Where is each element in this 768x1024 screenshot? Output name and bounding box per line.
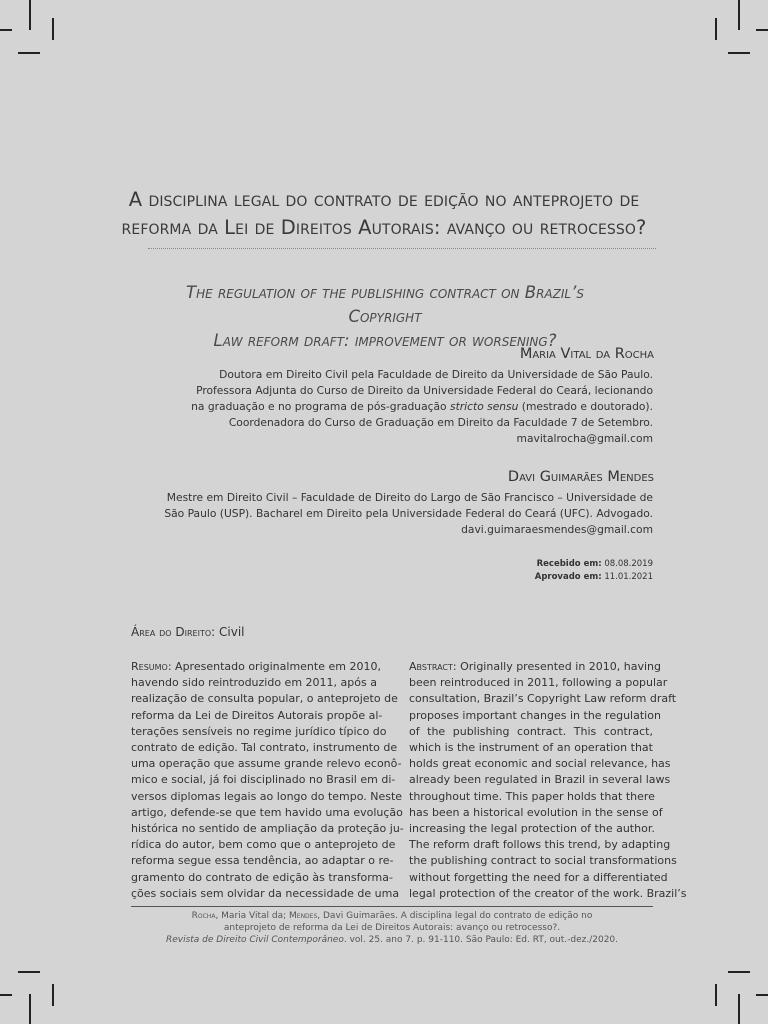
crop-mark (29, 994, 31, 1024)
abstract-line: has been a historical evolution in the sense of (409, 805, 663, 819)
author-email[interactable]: davi.guimaraesmendes@gmail.com (461, 523, 653, 536)
abstract-line: without forgetting the need for a differentiated (409, 870, 668, 884)
citation-text: , Davi Guimarães. A disciplina legal do contrato de edição no (317, 911, 593, 921)
author-name: Maria Vital da Rocha (519, 346, 654, 362)
affiliation-italic: stricto sensu (450, 400, 519, 413)
citation-footer (131, 910, 653, 946)
affiliation-line: Doutora em Direito Civil pela Faculdade de Direito da Universidade de São Paulo. (219, 368, 653, 381)
resumo-line: terações sensíveis no regime jurídico típico do (131, 724, 387, 738)
resumo-text: Apresentado originalmente em 2010, (171, 660, 381, 673)
resumo-line: histórica no sentido de ampliação da proteção ju- (131, 822, 404, 836)
crop-mark (18, 52, 40, 54)
affiliation-line: São Paulo (USP). Bacharel em Direito pela Universidade Federal do Ceará (UFC). Advogado. (164, 507, 653, 520)
resumo-line: versos diplomas legais ao longo do tempo. Neste (131, 789, 403, 803)
abstract-label: Abstract: (409, 660, 457, 673)
law-area-label: Área do Direito: (131, 625, 216, 639)
crop-mark (738, 994, 740, 1024)
abstract-first-line (409, 659, 662, 675)
resumo-line: havendo sido reintroduzido em 2011, após a (131, 676, 377, 690)
approved-label: Aprovado em: (534, 572, 602, 582)
abstract-column (409, 659, 687, 902)
affiliation-line: Professora Adjunta do Curso de Direito da Universidade Federal do Ceará, lecionando (196, 384, 653, 397)
crop-mark (52, 984, 54, 1006)
abstract-line: already been regulated in Brazil in several laws (409, 773, 671, 787)
affiliation-line (191, 399, 653, 415)
abstract-line: throughout time. This paper holds that there (409, 789, 655, 803)
crop-mark (728, 52, 750, 54)
approved-date (535, 571, 653, 584)
crop-mark (738, 0, 740, 30)
affiliation-line: Coordenadora do Curso de Graduação em Direito da Faculdade 7 de Setembro. (228, 416, 653, 429)
abstract-line: been reintroduced in 2011, following a popular (409, 676, 668, 690)
english-title-line: The regulation of the publishing contract on Brazil’s Copyright (186, 283, 584, 326)
resumo-line: reforma segue essa tendência, ao adaptar o re- (131, 854, 394, 868)
abstract-line: The reform draft follows this trend, by adapting (409, 838, 671, 852)
crop-mark (29, 0, 31, 30)
citation-surname: Rocha (191, 911, 216, 921)
received-label: Recebido em: (536, 559, 602, 569)
abstract-line: consultation, Brazil’s Copyright Law reform draft (409, 692, 677, 706)
article-title (110, 186, 658, 242)
citation-surname: Mendes (289, 911, 318, 921)
author-affiliation (191, 367, 653, 447)
submission-dates (535, 558, 653, 584)
author-name: Davi Guimarães Mendes (507, 469, 654, 485)
citation-text: . vol. 25. ano 7. p. 91-110. São Paulo: Ed. RT, out.-dez./2020. (343, 935, 619, 945)
crop-mark (715, 18, 717, 40)
resumo-line: reforma da Lei de Direitos Autorais propõe al- (131, 708, 383, 722)
affiliation-text: na graduação e no programa de pós-graduação (191, 400, 450, 413)
abstract-line: the publishing contract to social transformations (409, 854, 677, 868)
article-title-line: reforma da Lei de Direitos Autorais: avanço ou retrocesso? (121, 216, 647, 239)
citation-line: anteprojeto de reforma da Lei de Direitos Autorais: avanço ou retrocesso?. (223, 923, 561, 933)
affiliation-text: (mestrado e doutorado). (518, 400, 653, 413)
crop-mark (0, 994, 12, 996)
affiliation-line: Mestre em Direito Civil – Faculdade de Direito do Largo de São Francisco – Universidade de (166, 491, 653, 504)
english-title (150, 281, 620, 353)
resumo-line: contrato de edição. Tal contrato, instrumento de (131, 741, 398, 755)
crop-mark (0, 29, 12, 31)
resumo-line: mico e social, já foi disciplinado no Brasil em di- (131, 773, 396, 787)
crop-mark (715, 984, 717, 1006)
approved-value: 11.01.2021 (604, 572, 653, 582)
title-divider (148, 248, 656, 249)
resumo-line: rídica do autor, bem como que o anteprojeto de (131, 838, 396, 852)
english-title-line: Law reform draft: improvement or worsening? (213, 331, 557, 350)
footer-rule (131, 906, 653, 907)
abstract-line: increasing the legal protection of the author. (409, 822, 655, 836)
crop-mark (52, 18, 54, 40)
crop-mark (728, 971, 750, 973)
abstract-text: Originally presented in 2010, having (456, 660, 662, 673)
citation-line (131, 934, 653, 946)
citation-line (131, 910, 653, 922)
crop-mark (756, 994, 768, 996)
citation-journal: Revista de Direito Civil Contemporâneo (165, 935, 344, 945)
law-area (131, 625, 245, 639)
abstract-line: legal protection of the creator of the work. Brazil’s (409, 886, 687, 900)
abstract-line: which is the instrument of an operation that (409, 741, 653, 755)
resumo-line: ções sociais sem olvidar da necessidade de uma (131, 886, 400, 900)
abstract-line: holds great economic and social relevance, has (409, 757, 671, 771)
resumo-line: uma operação que assume grande relevo econô- (131, 757, 402, 771)
article-title-line: A disciplina legal do contrato de edição no anteprojeto de (128, 188, 640, 211)
crop-mark (18, 971, 40, 973)
received-date (535, 558, 653, 571)
crop-mark (756, 29, 768, 31)
resumo-line: artigo, defende-se que tem havido uma evolução (131, 805, 403, 819)
citation-text: , Maria Vital da; (215, 911, 290, 921)
resumo-first-line (131, 659, 381, 675)
author-email[interactable]: mavitalrocha@gmail.com (516, 432, 653, 445)
resumo-label: Resumo: (131, 660, 172, 673)
abstract-line: proposes important changes in the regulation (409, 708, 661, 722)
resumo-line: realização de consulta popular, o anteprojeto de (131, 692, 398, 706)
abstract-line: of the publishing contract. This contract, (409, 724, 653, 738)
author-affiliation (164, 490, 653, 538)
law-area-value: Civil (219, 625, 245, 639)
resumo-column (131, 659, 404, 902)
received-value: 08.08.2019 (604, 559, 653, 569)
resumo-line: gramento do contrato de edição às transforma- (131, 870, 393, 884)
